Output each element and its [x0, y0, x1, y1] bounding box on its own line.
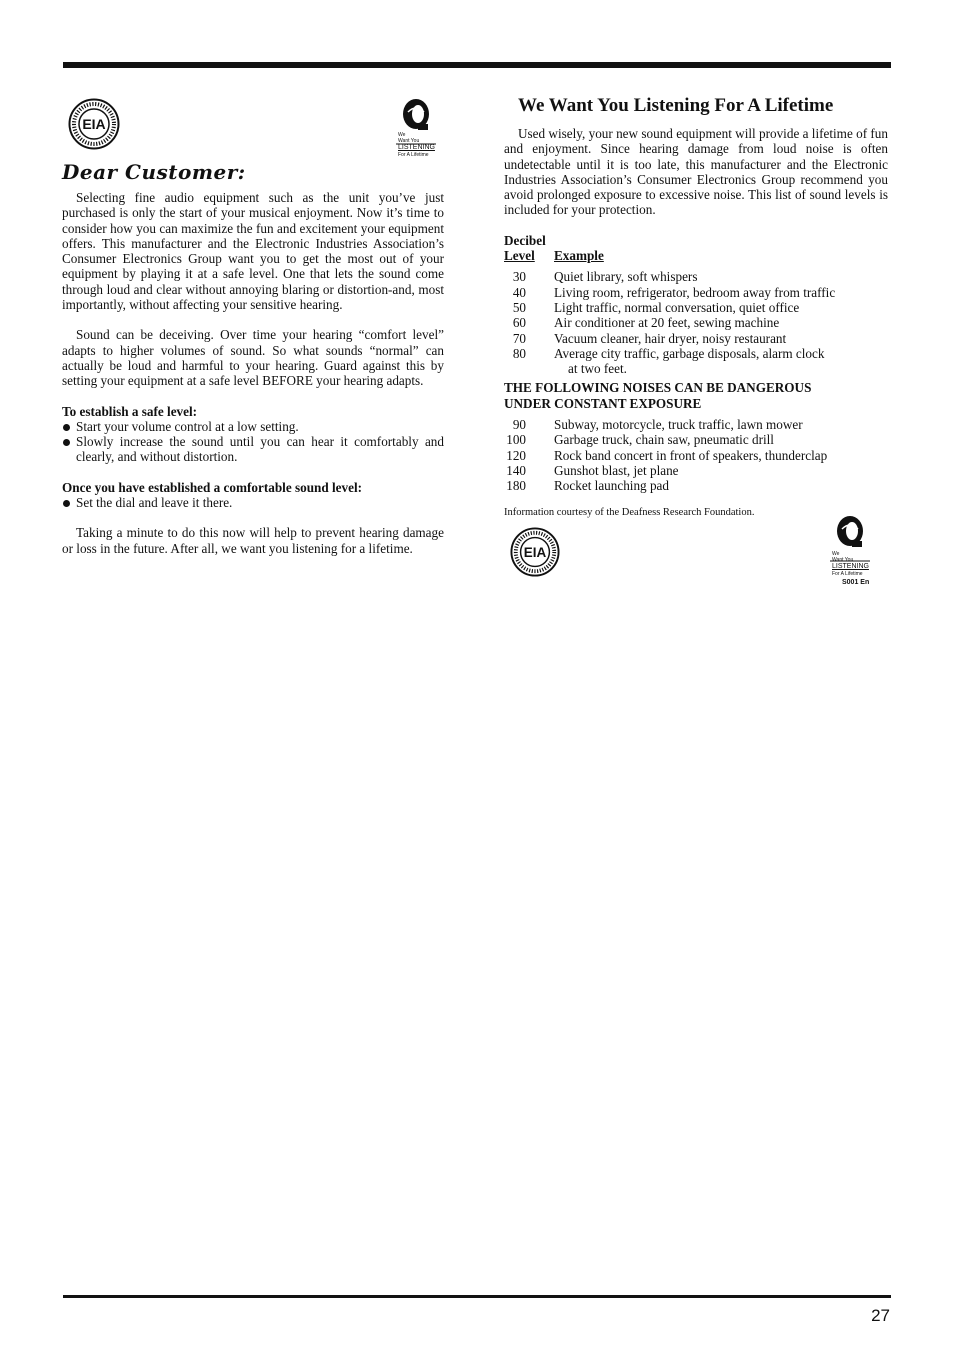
- comfortable-level-heading: Once you have established a comfortable sound level:: [62, 479, 363, 495]
- eia-seal-icon: [510, 527, 560, 577]
- list-item: Start your volume control at a low setting.: [62, 419, 444, 434]
- list-item: Slowly increase the sound until you can hear it comfortably and clearly, and without distortion.: [62, 434, 444, 465]
- top-rule: [63, 62, 891, 68]
- table-row: 60 Air conditioner at 20 feet, sewing machine: [512, 315, 780, 331]
- table-row: 80 Average city traffic, garbage disposals, alarm clock at two feet.: [512, 345, 825, 377]
- decibel-table-header: Decibel Level Example: [504, 232, 604, 264]
- paragraph-closing: Taking a minute to do this now will help to prevent hearing damage or loss in the future. After all, we want you listening for a lifetime.: [62, 525, 444, 556]
- dangerous-levels-table: [504, 417, 888, 493]
- example-column-header: Example: [554, 248, 604, 264]
- paragraph-deceiving: Sound can be deceiving. Over time your hearing “comfort level” adapts to higher volumes of sound. So what sounds “normal” can actually be loud and harmful to your hearing. Guard against this by setting your equipment at a safe level BEFORE your hearing adapts.: [62, 327, 444, 389]
- table-row: 90 Subway, motorcycle, truck traffic, lawn mower: [512, 417, 803, 433]
- safe-levels-table: [504, 269, 888, 376]
- table-row: 180 Rocket launching pad: [506, 478, 669, 494]
- table-row: 70 Vacuum cleaner, hair dryer, noisy restaurant: [512, 330, 787, 346]
- table-row: 40 Living room, refrigerator, bedroom away from traffic: [512, 284, 836, 300]
- listening-logo-caption: We Want You LISTENING For A Lifetime: [832, 551, 869, 577]
- dear-customer-column: [62, 98, 444, 556]
- safe-level-heading: To establish a safe level:: [62, 403, 198, 419]
- svg-text:EIA: EIA: [523, 544, 547, 560]
- listening-logo-caption: We Want You LISTENING For A Lifetime: [398, 132, 435, 158]
- table-row: 140 Gunshot blast, jet plane: [506, 462, 679, 478]
- table-row: 30 Quiet library, soft whispers: [512, 269, 698, 285]
- danger-heading: THE FOLLOWING NOISES CAN BE DANGEROUS UNDER CONSTANT EXPOSURE: [504, 380, 812, 411]
- safe-level-list: [62, 419, 444, 465]
- credit-line: Information courtesy of the Deafness Research Foundation.: [504, 506, 755, 518]
- list-item: Set the dial and leave it there.: [62, 495, 444, 510]
- page-number: 27: [871, 1306, 890, 1325]
- svg-text:EIA: EIA: [82, 116, 106, 132]
- paragraph-intro: Selecting fine audio equipment such as the unit you’ve just purchased is only the start of your musical enjoyment. Now it’s time to consider how you can maximize the fun and excitement your equipment offers. This manufacturer and the Electronic Industries Association’s Consumer Electronics Group want you to get the most out of your equipment by playing it at a safe level. One that lets the sound come through loud and clear without annoying blaring or distortion-and, most importantly, without affecting your sensitive hearing.: [62, 190, 444, 313]
- level-column-header: Level: [504, 248, 535, 264]
- eia-seal-icon: [68, 98, 120, 150]
- intro-paragraph: Used wisely, your new sound equipment will provide a lifetime of fun and enjoyment. Since hearing damage from loud noise is often undetectable until it is too late, this manufacturer and the Electronic Industries Association’s Consumer Electronics Group recommend you avoid prolonged exposure to excessive noise. This list of sound levels is included for your protection.: [504, 126, 888, 218]
- document-code: S001 En: [842, 579, 870, 586]
- table-row: 100 Garbage truck, chain saw, pneumatic drill: [506, 432, 774, 448]
- comfortable-level-list: [62, 495, 444, 510]
- section-heading: We Want You Listening For A Lifetime: [518, 95, 834, 116]
- listening-lifetime-column: [504, 95, 888, 586]
- table-row: 120 Rock band concert in front of speakers, thunderclap: [506, 447, 828, 463]
- logo-row: [62, 98, 444, 160]
- greeting: Dear Customer:: [62, 160, 246, 184]
- table-row: 50 Light traffic, normal conversation, quiet office: [512, 299, 800, 315]
- bottom-rule: [63, 1295, 891, 1298]
